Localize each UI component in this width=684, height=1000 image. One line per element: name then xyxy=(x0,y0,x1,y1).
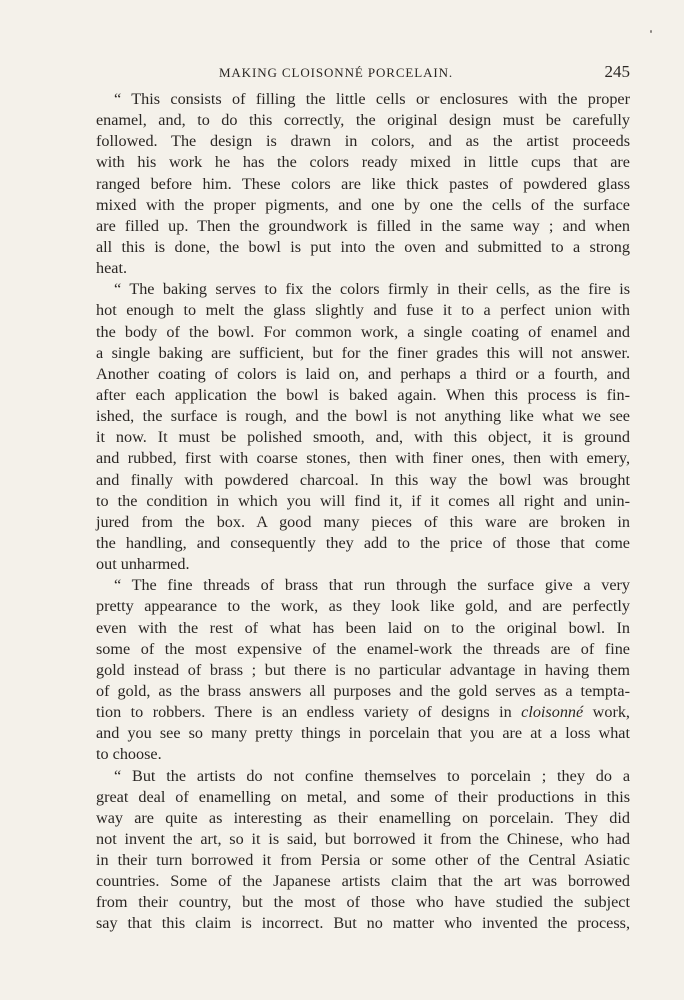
text-line: to choose. xyxy=(96,745,162,764)
text-line: not invent the art, so it is said, but borrowed it from the Chinese, who had xyxy=(96,829,630,848)
text-line: followed. The design is drawn in colors, and as the artist proceeds xyxy=(96,132,630,151)
text-line: with his work he has the colors ready mixed in little cups that are xyxy=(96,153,630,172)
text-line: jured from the box. A good many pieces of this ware are broken in xyxy=(96,512,630,531)
text-line: ranged before him. These colors are like thick pastes of powdered glass xyxy=(96,174,630,193)
text-line: “ The baking serves to fix the colors firmly in their cells, as the fire is xyxy=(114,280,630,299)
text-line: and rubbed, first with coarse stones, then with finer ones, then with emery, xyxy=(96,449,630,468)
page-header xyxy=(96,62,630,84)
text-line: ished, the surface is rough, and the bowl is not anything like what we see xyxy=(96,407,630,426)
text-line: to the condition in which you will find it, if it comes all right and unin- xyxy=(96,491,630,510)
paragraph xyxy=(96,575,630,765)
paper-speck xyxy=(650,30,652,33)
text-line: “ This consists of filling the little cells or enclosures with the proper xyxy=(114,90,630,108)
text-line: of gold, as the brass answers all purposes and the gold serves as a tempta- xyxy=(96,681,630,700)
paragraph xyxy=(96,279,630,575)
text-line: in their turn borrowed it from Persia or some other of the Central Asiatic xyxy=(96,851,630,870)
paragraph xyxy=(96,766,630,935)
text-line: mixed with the proper pigments, and one by one the cells of the surface xyxy=(96,195,630,214)
text-line: and finally with powdered charcoal. In this way the bowl was brought xyxy=(96,470,630,489)
text-line: Another coating of colors is laid on, and perhaps a third or a fourth, and xyxy=(96,364,630,383)
text-line: from their country, but the most of those who have studied the subject xyxy=(96,893,630,912)
body-text xyxy=(96,89,630,935)
text-line: great deal of enamelling on metal, and some of their productions in this xyxy=(96,787,630,806)
text-line: the handling, and consequently they add to the price of those that come xyxy=(96,533,630,552)
text-line: all this is done, the bowl is put into the oven and submitted to a strong xyxy=(96,237,630,256)
text-line: and you see so many pretty things in porcelain that you are at a loss what xyxy=(96,724,630,743)
page-number: 245 xyxy=(604,62,630,81)
text-line: heat. xyxy=(96,259,128,278)
text-line: it now. It must be polished smooth, and, with this object, it is ground xyxy=(96,428,630,447)
italic-term: cloisonné xyxy=(521,703,584,722)
text-line: countries. Some of the Japanese artists claim that the art was borrowed xyxy=(96,872,630,891)
running-title: MAKING CLOISONNÉ PORCELAIN. xyxy=(218,65,454,80)
text-line: are filled up. Then the groundwork is filled in the same way ; and when xyxy=(96,216,630,235)
text-line: say that this claim is incorrect. But no matter who invented the process, xyxy=(96,914,630,933)
text-line: “ The fine threads of brass that run through the surface give a very xyxy=(114,576,630,595)
text-line: pretty appearance to the work, as they look like gold, and are perfectly xyxy=(96,597,630,616)
text-line: tion to robbers. There is an endless variety of designs in cloisonné work, xyxy=(96,703,630,722)
text-line: out unharmed. xyxy=(96,555,190,574)
text-line: even with the rest of what has been laid on to the original bowl. In xyxy=(96,618,630,637)
text-line: some of the most expensive of the enamel-work the threads are of fine xyxy=(96,639,630,658)
text-line: the body of the bowl. For common work, a single coating of enamel and xyxy=(96,322,630,341)
text-line: after each application the bowl is baked again. When this process is fin- xyxy=(96,385,630,404)
text-line: enamel, and, to do this correctly, the original design must be carefully xyxy=(96,111,630,130)
paragraph xyxy=(96,89,630,279)
text-line: way are quite as interesting as their enamelling on porcelain. They did xyxy=(96,808,630,827)
text-line: gold instead of brass ; but there is no particular advantage in having them xyxy=(96,660,630,679)
text-line: “ But the artists do not confine themselves to porcelain ; they do a xyxy=(114,766,630,785)
text-line: a single baking are sufficient, but for the finer grades this will not answer. xyxy=(96,343,630,362)
text-line: hot enough to melt the glass slightly and fuse it to a perfect union with xyxy=(96,301,630,320)
